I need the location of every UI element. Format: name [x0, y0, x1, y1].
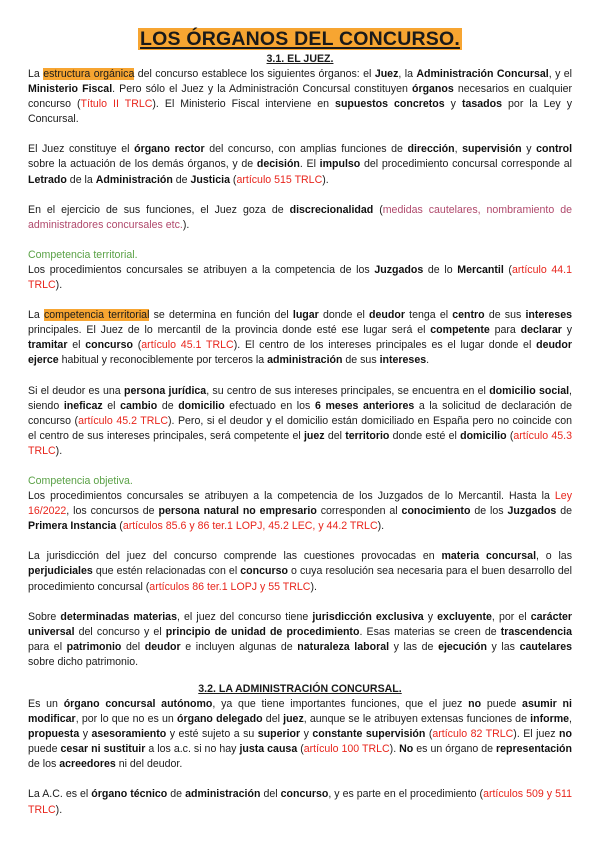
section-heading-juez: 3.1. EL JUEZ.	[266, 53, 334, 65]
paragraph-organo-tecnico: La A.C. es el órgano técnico de administración del concurso, y es parte en el procedimiento (artículos 509 y 511 TRLC).	[28, 788, 572, 816]
subsection-competencia-territorial: Competencia territorial.	[28, 248, 138, 261]
paragraph-competencia-territorial: La competencia territorial se determina en función del lugar donde el deudor tenga el centro de sus intereses principales. El Juez de lo mercantil de la provincia donde esté ese lugar será el competente para declarar y tramitar el concurso (artículo 45.1 TRLC). El centro de los intereses principales es el lugar donde el deudor ejerce habitual y reconociblemente por terceros la administración de sus intereses.	[28, 309, 572, 367]
paragraph-competencia-objetiva: Los procedimientos concursales se atribuyen a la competencia de los Juzgados de lo Mercantil. Hasta la Ley 16/2022, los concursos de persona natural no empresario corresponden al conocimiento de los Juzgados de Primera Instancia (artículos 85.6 y 86 ter.1 LOPJ, 45.2 LEC, y 44.2 TRLC).	[28, 490, 573, 533]
paragraph-jurisdiccion-exclusiva: Sobre determinadas materias, el juez del concurso tiene jurisdicción exclusiva y excluyente, por el carácter universal del concurso y el principio de unidad de procedimiento. Esas materias se creen de trascendencia para el patrimonio del deudor e incluyen algunas de naturaleza laboral y las de ejecución y las cautelares sobre dicho patrimonio.	[28, 610, 572, 668]
paragraph-persona-juridica: Si el deudor es una persona jurídica, su centro de sus intereses principales, se encuentra en el domicilio social, siendo ineficaz el cambio de domicilio efectuado en los 6 meses anteriores a la solicitud de declaración de concurso (artículo 45.2 TRLC). Pero, si el deudor y el domicilio están domiciliado en España pero no coincide con el centro de sus intereses principales, será competente el juez del territorio donde esté el domicilio (artículo 45.3 TRLC).	[28, 384, 572, 457]
paragraph-organo-autonomo: Es un órgano concursal autónomo, ya que tiene importantes funciones, que el juez no puede asumir ni modificar, por lo que no es un órgano delegado del juez, aunque se le atribuyen extensas funciones de informe, propuesta y asesoramiento y esté sujeto a su superior y constante supervisión (artículo 82 TRLC). El juez no puede cesar ni sustituir a los a.c. si no hay justa causa (artículo 100 TRLC). No es un órgano de representación de los acreedores ni del deudor.	[28, 698, 572, 771]
paragraph-organos: La estructura orgánica del concurso establece los siguientes órganos: el Juez, la Administración Concursal, y el Ministerio Fiscal. Pero sólo el Juez y la Administración Concursal constituyen órganos necesarios en cualquier concurso (Título II TRLC). El Ministerio Fiscal interviene en supuestos concretos y tasados por la Ley y Concursal.	[28, 68, 573, 126]
subsection-competencia-objetiva: Competencia objetiva.	[28, 474, 133, 487]
paragraph-jurisdiccion: La jurisdicción del juez del concurso comprende las cuestiones provocadas en materia concursal, o las perjudiciales que estén relacionadas con el concurso o cuya resolución sea necesaria para el buen desarrollo del procedimiento concursal (artículos 86 ter.1 LOPJ y 55 TRLC).	[28, 550, 573, 593]
paragraph-juez-rector: El Juez constituye el órgano rector del concurso, con amplias funciones de dirección, supervisión y control sobre la actuación de los demás órganos, y de decisión. El impulso del procedimiento concursal corresponde al Letrado de la Administración de Justicia (artículo 515 TRLC).	[28, 143, 573, 186]
paragraph-discrecionalidad: En el ejercicio de sus funciones, el Juez goza de discrecionalidad (medidas cautelares, nombramiento de administradores concursales etc.).	[28, 203, 572, 231]
section-heading-administracion-concursal: 3.2. LA ADMINISTRACIÓN CONCURSAL.	[198, 683, 402, 695]
paragraph-juzgados-mercantil: Los procedimientos concursales se atribuyen a la competencia de los Juzgados de lo Mercantil (artículo 44.1 TRLC).	[28, 263, 572, 292]
document-title: LOS ÓRGANOS DEL CONCURSO.	[140, 28, 460, 50]
